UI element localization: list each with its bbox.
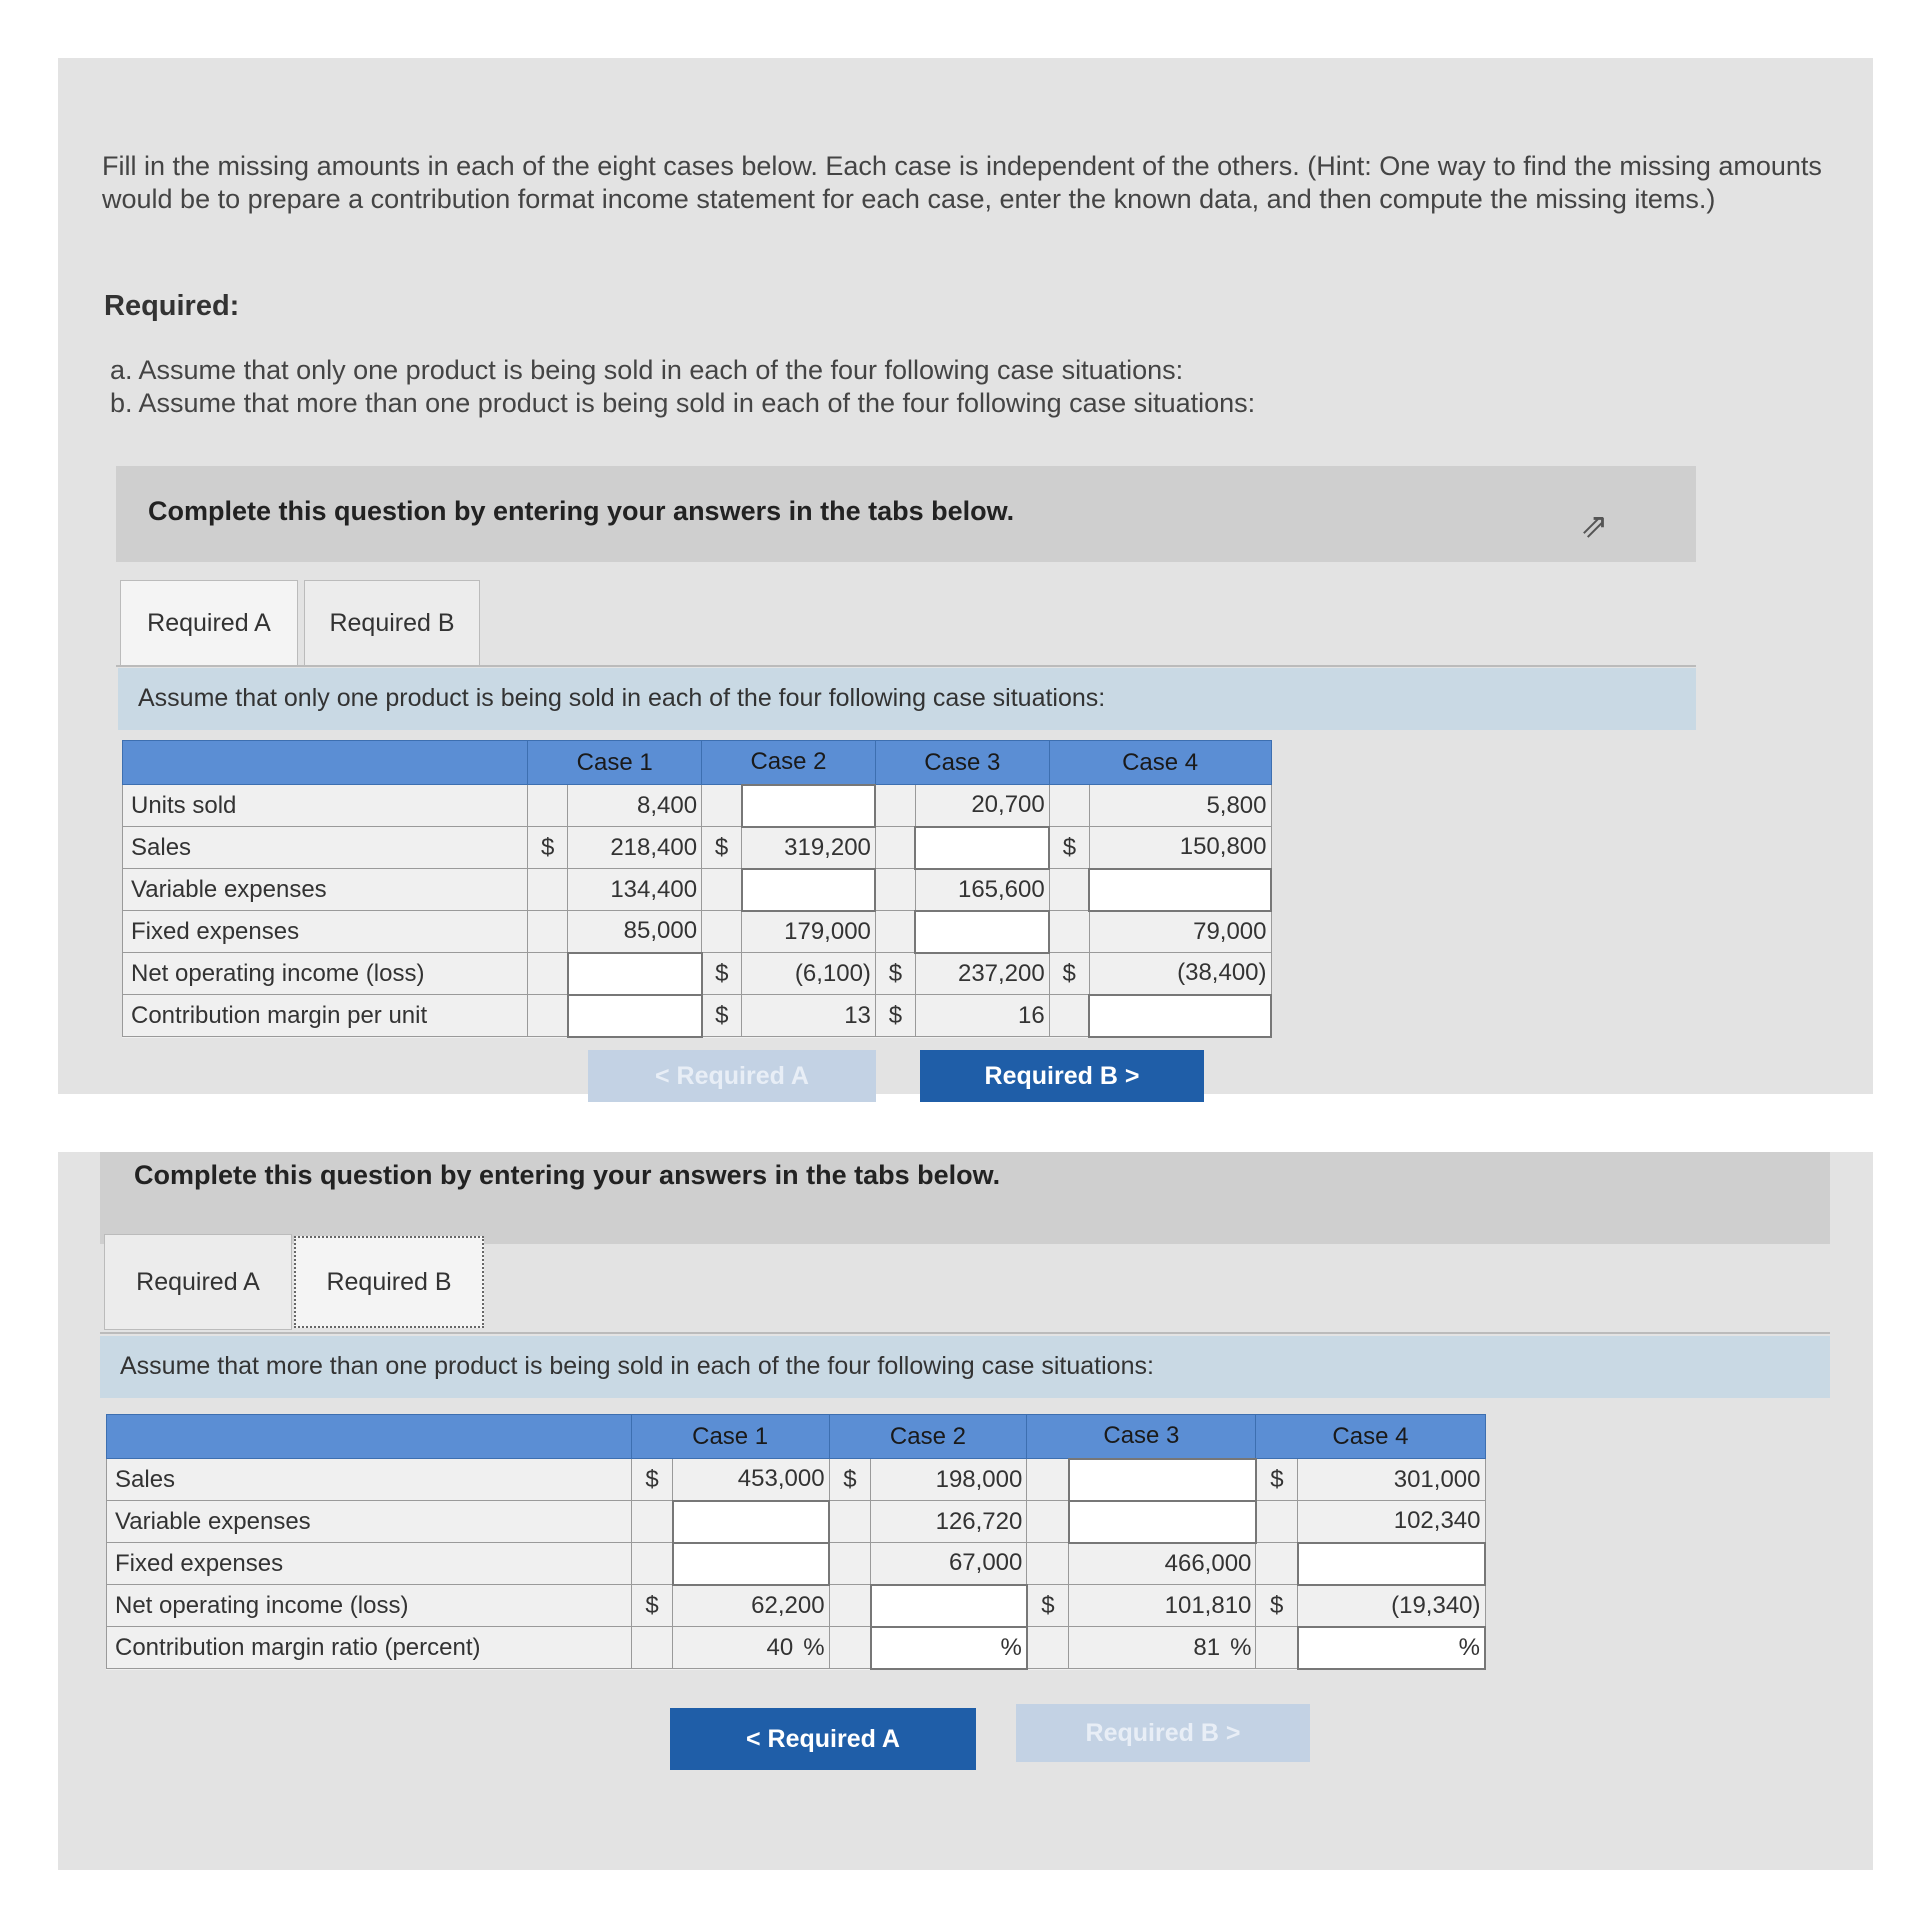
percent-sign: % (1230, 1633, 1252, 1661)
required-heading: Required: (104, 290, 240, 322)
answer-input[interactable] (915, 827, 1049, 869)
header-case-4-2: Case 4 (1256, 1415, 1485, 1459)
value-cell: 5,800 (1089, 785, 1271, 827)
value-cell: 301,000 (1298, 1459, 1485, 1501)
table-row (123, 995, 1272, 1037)
table-row (123, 911, 1272, 953)
currency-symbol (829, 1585, 871, 1627)
answer-input[interactable] (915, 911, 1049, 953)
row-label: Net operating income (loss) (123, 953, 528, 995)
header-blank-2 (107, 1415, 632, 1459)
row-label: Sales (123, 827, 528, 869)
value-cell: 102,340 (1298, 1501, 1485, 1543)
value-cell: 101,810 (1069, 1585, 1256, 1627)
value-cell: 13 (742, 995, 876, 1037)
answer-input[interactable] (673, 1543, 829, 1585)
table-row (107, 1627, 1486, 1669)
currency-symbol (528, 911, 568, 953)
answer-input[interactable] (871, 1585, 1027, 1627)
case-instruction (118, 668, 1696, 730)
value-cell: 67,000 (871, 1543, 1027, 1585)
currency-symbol: $ (1256, 1459, 1298, 1501)
header-case-3-2: Case 3 (1027, 1415, 1256, 1459)
value-cell: 218,400 (568, 827, 702, 869)
currency-symbol: $ (1027, 1585, 1069, 1627)
currency-symbol: $ (1256, 1585, 1298, 1627)
table-header-row (123, 741, 1272, 785)
currency-symbol (702, 911, 742, 953)
row-label: Contribution margin per unit (123, 995, 528, 1037)
required-list (110, 354, 1255, 420)
table-row (123, 869, 1272, 911)
currency-symbol: $ (631, 1459, 673, 1501)
header-case-2: Case 2 (702, 741, 876, 785)
currency-symbol (875, 869, 915, 911)
currency-symbol (702, 869, 742, 911)
header-case-3: Case 3 (875, 741, 1049, 785)
percent-value: 81 (1193, 1633, 1221, 1661)
answer-input[interactable] (568, 995, 702, 1037)
prev-required-a-button[interactable]: < Required A (588, 1050, 876, 1102)
currency-symbol: $ (631, 1585, 673, 1627)
currency-symbol: $ (829, 1459, 871, 1501)
value-cell: 62,200 (673, 1585, 829, 1627)
currency-symbol (875, 785, 915, 827)
tab-required-a-2[interactable]: Required A (104, 1234, 292, 1330)
value-cell: (19,340) (1298, 1585, 1485, 1627)
currency-symbol (528, 869, 568, 911)
value-cell: 8,400 (568, 785, 702, 827)
currency-symbol (1049, 911, 1089, 953)
value-cell: 126,720 (871, 1501, 1027, 1543)
answer-input[interactable] (673, 1501, 829, 1543)
currency-symbol (1027, 1501, 1069, 1543)
currency-symbol (829, 1627, 871, 1669)
tab-required-a[interactable]: Required A (120, 580, 298, 666)
value-cell: 319,200 (742, 827, 876, 869)
table-row (123, 785, 1272, 827)
currency-symbol (631, 1501, 673, 1543)
currency-symbol (875, 911, 915, 953)
currency-symbol (631, 1627, 673, 1669)
banner-text: Complete this question by entering your answers in the tabs below. (148, 496, 1015, 526)
tab-required-b[interactable]: Required B (304, 580, 480, 666)
row-label: Contribution margin ratio (percent) (107, 1627, 632, 1669)
banner-text-2: Complete this question by entering your answers in the tabs below. (134, 1160, 1001, 1190)
case-instruction-text-2: Assume that more than one product is being sold in each of the four following case situations: (120, 1352, 1154, 1380)
currency-symbol: $ (875, 953, 915, 995)
header-case-1: Case 1 (528, 741, 702, 785)
row-label: Net operating income (loss) (107, 1585, 632, 1627)
required-b-text: b. Assume that more than one product is being sold in each of the four following case situations: (110, 388, 1256, 418)
mouse-pointer-icon: ⇗ (1580, 507, 1609, 545)
currency-symbol (1027, 1543, 1069, 1585)
row-label: Sales (107, 1459, 632, 1501)
value-cell: 150,800 (1089, 827, 1271, 869)
row-label: Fixed expenses (107, 1543, 632, 1585)
case-table-multi-product (106, 1414, 1486, 1670)
value-cell: 179,000 (742, 911, 876, 953)
answer-input[interactable] (1298, 1543, 1485, 1585)
currency-symbol: $ (875, 995, 915, 1037)
currency-symbol (1049, 785, 1089, 827)
currency-symbol (829, 1543, 871, 1585)
currency-symbol (1049, 995, 1089, 1037)
percent-sign: % (803, 1633, 825, 1661)
instruction-banner-2 (100, 1152, 1830, 1244)
currency-symbol (631, 1543, 673, 1585)
currency-symbol (528, 995, 568, 1037)
case-instruction-2 (100, 1336, 1830, 1398)
value-cell: 466,000 (1069, 1543, 1256, 1585)
value-cell: 20,700 (915, 785, 1049, 827)
currency-symbol: $ (702, 995, 742, 1037)
currency-symbol: $ (528, 827, 568, 869)
currency-symbol (1027, 1459, 1069, 1501)
value-cell (1069, 1627, 1256, 1669)
panel-required-a (58, 58, 1873, 1094)
header-case-1-2: Case 1 (631, 1415, 829, 1459)
currency-symbol: $ (1049, 953, 1089, 995)
table-row (107, 1543, 1486, 1585)
currency-symbol: $ (702, 953, 742, 995)
next-required-b-button[interactable]: Required B > (920, 1050, 1204, 1102)
percent-sign: % (1000, 1633, 1022, 1661)
percent-value: 40 (766, 1633, 794, 1661)
answer-input[interactable] (1089, 995, 1271, 1037)
percent-sign: % (1458, 1633, 1480, 1661)
value-cell: 79,000 (1089, 911, 1271, 953)
answer-input[interactable] (1089, 869, 1271, 911)
answer-input[interactable] (871, 1627, 1027, 1669)
value-cell: 134,400 (568, 869, 702, 911)
currency-symbol (875, 827, 915, 869)
currency-symbol (1256, 1543, 1298, 1585)
answer-input[interactable] (742, 869, 876, 911)
instruction-banner (116, 466, 1696, 562)
required-a-text: a. Assume that only one product is being sold in each of the four following case situations: (110, 355, 1184, 385)
currency-symbol (829, 1501, 871, 1543)
value-cell: 198,000 (871, 1459, 1027, 1501)
value-cell: 85,000 (568, 911, 702, 953)
header-case-4: Case 4 (1049, 741, 1271, 785)
table-row (107, 1501, 1486, 1543)
value-cell: 237,200 (915, 953, 1049, 995)
header-blank (123, 741, 528, 785)
panel-required-b (58, 1152, 1873, 1870)
tab-divider-2 (100, 1332, 1830, 1334)
table-row (123, 953, 1272, 995)
header-case-2-2: Case 2 (829, 1415, 1027, 1459)
row-label: Units sold (123, 785, 528, 827)
tab-divider (116, 665, 1696, 667)
answer-input[interactable] (568, 953, 702, 995)
currency-symbol (528, 953, 568, 995)
value-cell: 453,000 (673, 1459, 829, 1501)
currency-symbol (528, 785, 568, 827)
currency-symbol (1256, 1501, 1298, 1543)
value-cell (673, 1627, 829, 1669)
answer-input[interactable] (1298, 1627, 1485, 1669)
table-header-row-2 (107, 1415, 1486, 1459)
currency-symbol (1027, 1627, 1069, 1669)
value-cell: 16 (915, 995, 1049, 1037)
answer-input[interactable] (1069, 1459, 1256, 1501)
currency-symbol: $ (702, 827, 742, 869)
tab-required-b-2[interactable]: Required B (294, 1236, 484, 1328)
problem-intro: Fill in the missing amounts in each of the eight cases below. Each case is independent of the others. (Hint: One way to find the missing amounts would be to prepare a contribution format income statement for each case, enter the known data, and then compute the missing items.) (102, 151, 1822, 214)
value-cell: (6,100) (742, 953, 876, 995)
currency-symbol (702, 785, 742, 827)
row-label: Fixed expenses (123, 911, 528, 953)
row-label: Variable expenses (123, 869, 528, 911)
row-label: Variable expenses (107, 1501, 632, 1543)
case-table-single-product (122, 740, 1272, 1038)
table-row (107, 1585, 1486, 1627)
currency-symbol: $ (1049, 827, 1089, 869)
currency-symbol (1256, 1627, 1298, 1669)
case-instruction-text: Assume that only one product is being sold in each of the four following case situations: (138, 684, 1106, 712)
answer-input[interactable] (1069, 1501, 1256, 1543)
currency-symbol (1049, 869, 1089, 911)
value-cell: 165,600 (915, 869, 1049, 911)
table-row (107, 1459, 1486, 1501)
answer-input[interactable] (742, 785, 876, 827)
value-cell: (38,400) (1089, 953, 1271, 995)
prev-required-a-button-2[interactable]: < Required A (670, 1708, 976, 1770)
next-required-b-button-2[interactable]: Required B > (1016, 1704, 1310, 1762)
table-row (123, 827, 1272, 869)
